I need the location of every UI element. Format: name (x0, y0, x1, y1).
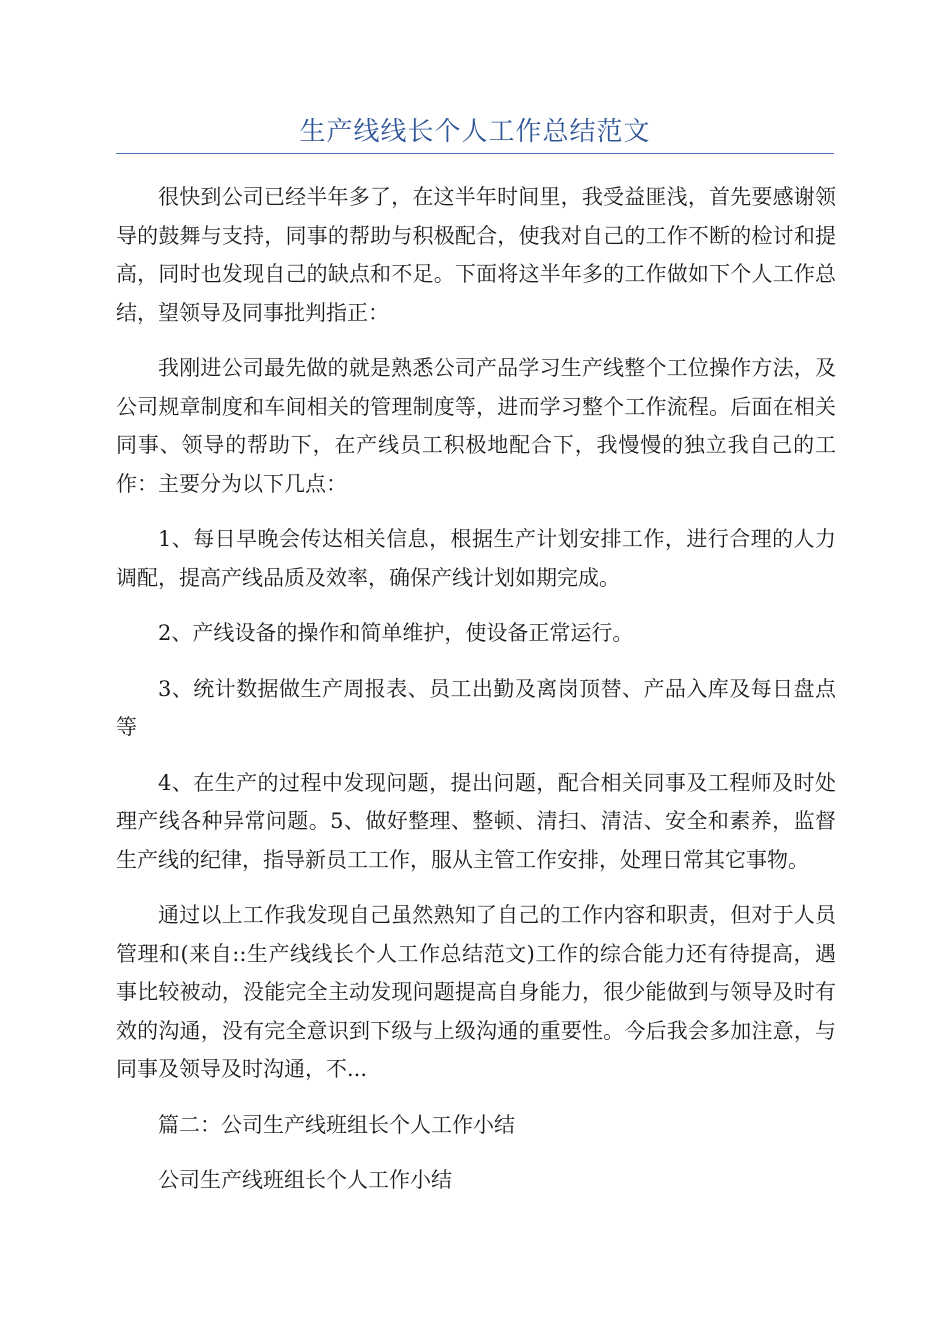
document-title: 生产线线长个人工作总结范文 (299, 117, 651, 147)
paragraph-point-2: 2、产线设备的操作和简单维护，使设备正常运行。 (158, 621, 634, 645)
section-subtitle: 公司生产线班组长个人工作小结 (158, 1168, 452, 1192)
paragraph-point-4-5: 4、在生产的过程中发现问题，提出问题，配合相关同事及工程师及时处理产线各种异常问题。5、做好整理、整顿、清扫、清洁、安全和素养，监督生产线的纪律，指导新员工工作，服从主管工作安排，处理日常其它事物。 (116, 770, 836, 872)
document-body (116, 178, 836, 1217)
paragraph-point-3: 3、统计数据做生产周报表、员工出勤及离岗顶替、产品入库及每日盘点等 (116, 676, 836, 739)
paragraph-point-1: 1、每日早晚会传达相关信息，根据生产计划安排工作，进行合理的人力调配，提高产线品质及效率，确保产线计划如期完成。 (116, 527, 836, 590)
title-underline (116, 153, 834, 154)
paragraph-intro: 很快到公司已经半年多了，在这半年时间里，我受益匪浅，首先要感谢领导的鼓舞与支持，同事的帮助与积极配合，使我对自己的工作不断的检讨和提高，同时也发现自己的缺点和不足。下面将这半年多的工作做如下个人工作总结，望领导及同事批判指正： (116, 185, 836, 325)
section-heading-part-2: 篇二：公司生产线班组长个人工作小结 (158, 1112, 515, 1137)
paragraph-onboarding: 我刚进公司最先做的就是熟悉公司产品学习生产线整个工位操作方法，及公司规章制度和车间相关的管理制度等，进而学习整个工作流程。后面在相关同事、领导的帮助下，在产线员工积极地配合下，我慢慢的独立我自己的工作：主要分为以下几点： (116, 356, 836, 496)
paragraph-reflection: 通过以上工作我发现自己虽然熟知了自己的工作内容和职责，但对于人员管理和(来自::生产线线长个人工作总结范文)工作的综合能力还有待提高，遇事比较被动，没能完全主动发现问题提高自身能力，很少能做到与领导及时有效的沟通，没有完全意识到下级与上级沟通的重要性。今后我会多加注意，与同事及领导及时沟通，不... (116, 903, 836, 1081)
